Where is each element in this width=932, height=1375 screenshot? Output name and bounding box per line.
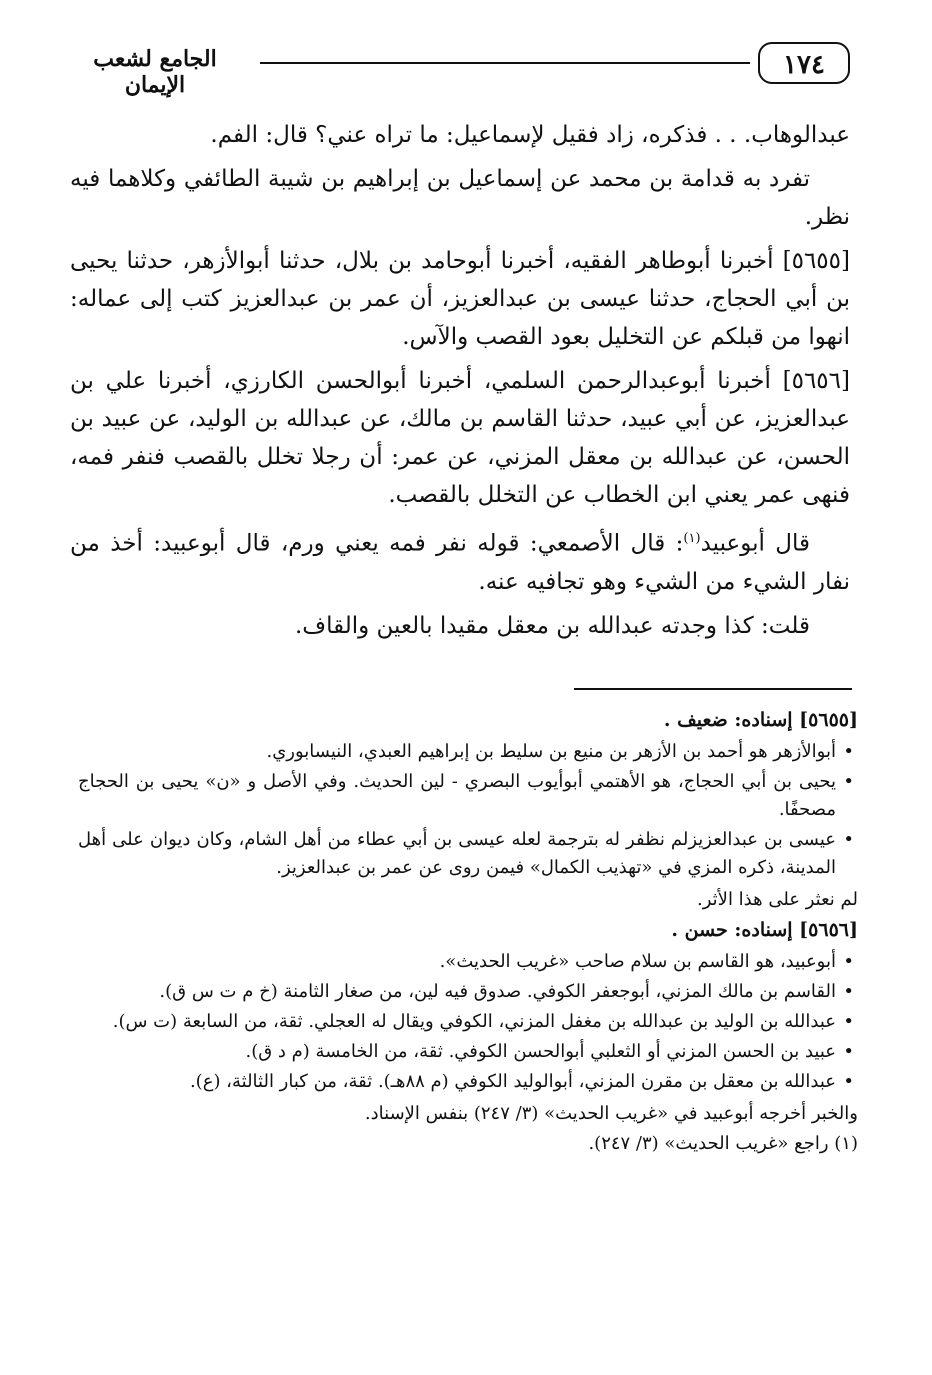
note-text: لم نعثر على هذا الأثر. <box>697 889 858 910</box>
note-item: • أبوالأزهر هو أحمد بن الأزهر بن منيع بن سليط بن إبراهيم العبدي، النيسابوري. <box>78 738 858 766</box>
note-item: • عبيد بن الحسن المزني أو الثعلبي أبوالحسن الكوفي. ثقة، من الخامسة (م د ق). <box>78 1038 858 1066</box>
note-item: • عبدالله بن الوليد بن عبدالله بن مغفل المزني، الكوفي ويقال له العجلي. ثقة، من السابعة (ت س). <box>78 1008 858 1036</box>
hadith-5655: [٥٦٥٥] أخبرنا أبوطاهر الفقيه، أخبرنا أبوحامد بن بلال، حدثنا أبوالأزهر، حدثنا يحيى بن أبي الحجاج، حدثنا عيسى بن عبدالعزيز، أن عمر بن عبدالعزيز كتب إلى عماله: انهوا من قبلكم عن التخليل بعود القصب والآس. <box>70 248 850 350</box>
note-item: • القاسم بن مالك المزني، أبوجعفر الكوفي. صدوق فيه لين، من صغار الثامنة (خ م ت س ق). <box>78 978 858 1006</box>
note-item: • أبوعبيد، هو القاسم بن سلام صاحب «غريب الحديث». <box>78 948 858 976</box>
paragraph: قلت: كذا وجدته عبدالله بن معقل مقيدا بالعين والقاف. <box>294 612 810 639</box>
paragraph: عبدالوهاب. . . فذكره، زاد فقيل لإسماعيل: ما تراه عني؟ قال: الفم. <box>210 122 850 148</box>
paragraph <box>70 520 850 601</box>
running-title: الجامع لشعب الإيمان <box>93 46 217 98</box>
note-item: • عبدالله بن معقل بن مقرن المزني، أبوالوليد الكوفي (م ٨٨هـ). ثقة، من كبار الثالثة، (ع). <box>78 1068 858 1096</box>
paragraph: تفرد به قدامة بن محمد عن إسماعيل بن إبراهيم بن شيبة الطائفي وكلاهما فيه نظر. <box>70 166 850 230</box>
footnote-divider <box>574 688 852 690</box>
footnotes <box>78 706 858 1158</box>
main-text <box>70 116 850 651</box>
page-number: ١٧٤ <box>758 42 850 84</box>
note-item: • عيسى بن عبدالعزيزلم نظفر له بترجمة لعله عيسى بن أبي عطاء من أهل الشام، وكان ديوان على أهل المدينة، ذكره المزي في «تهذيب الكمال» فيمن روى عن عمر بن عبدالعزيز. <box>78 826 858 882</box>
paragraph-rest: : قال الأصمعي: قوله نفر فمه يعني ورم، قال أبوعبيد: أخذ من نفار الشيء من الشيء وهو تجافيه عنه. <box>70 530 850 595</box>
note-item: • يحيى بن أبي الحجاج، هو الأهتمي أبوأيوب البصري - لين الحديث. وفي الأصل و «ن» يحيى بن الحجاج مصحفًا. <box>78 768 858 824</box>
hadith-5656: [٥٦٥٦] أخبرنا أبوعبدالرحمن السلمي، أخبرنا أبوالحسن الكارزي، أخبرنا علي بن عبدالعزيز، عن أبي عبيد، حدثنا القاسم بن مالك، عن عبدالله بن الوليد، عن عبيد بن الحسن، عن عبدالله بن معقل المزني، عن عمر: أن رجلا تخلل بالقصب فنفر فمه، فنهى عمر يعني ابن الخطاب عن التخلل بالقصب. <box>70 368 850 508</box>
note-heading: [٥٦٥٥] إسناده: ضعيف . <box>663 709 858 731</box>
footnote-marker: (١) <box>683 531 701 546</box>
note-heading: [٥٦٥٦] إسناده: حسن . <box>671 919 858 941</box>
paragraph-start: قال أبوعبيد <box>700 530 811 557</box>
note-text: والخبر أخرجه أبوعبيد في «غريب الحديث» (٣/ ٢٤٧) بنفس الإسناد. <box>364 1103 858 1124</box>
footnote: (١) راجع «غريب الحديث» (٣/ ٢٤٧). <box>588 1133 858 1154</box>
page-header <box>60 40 850 98</box>
header-rule <box>260 62 750 64</box>
